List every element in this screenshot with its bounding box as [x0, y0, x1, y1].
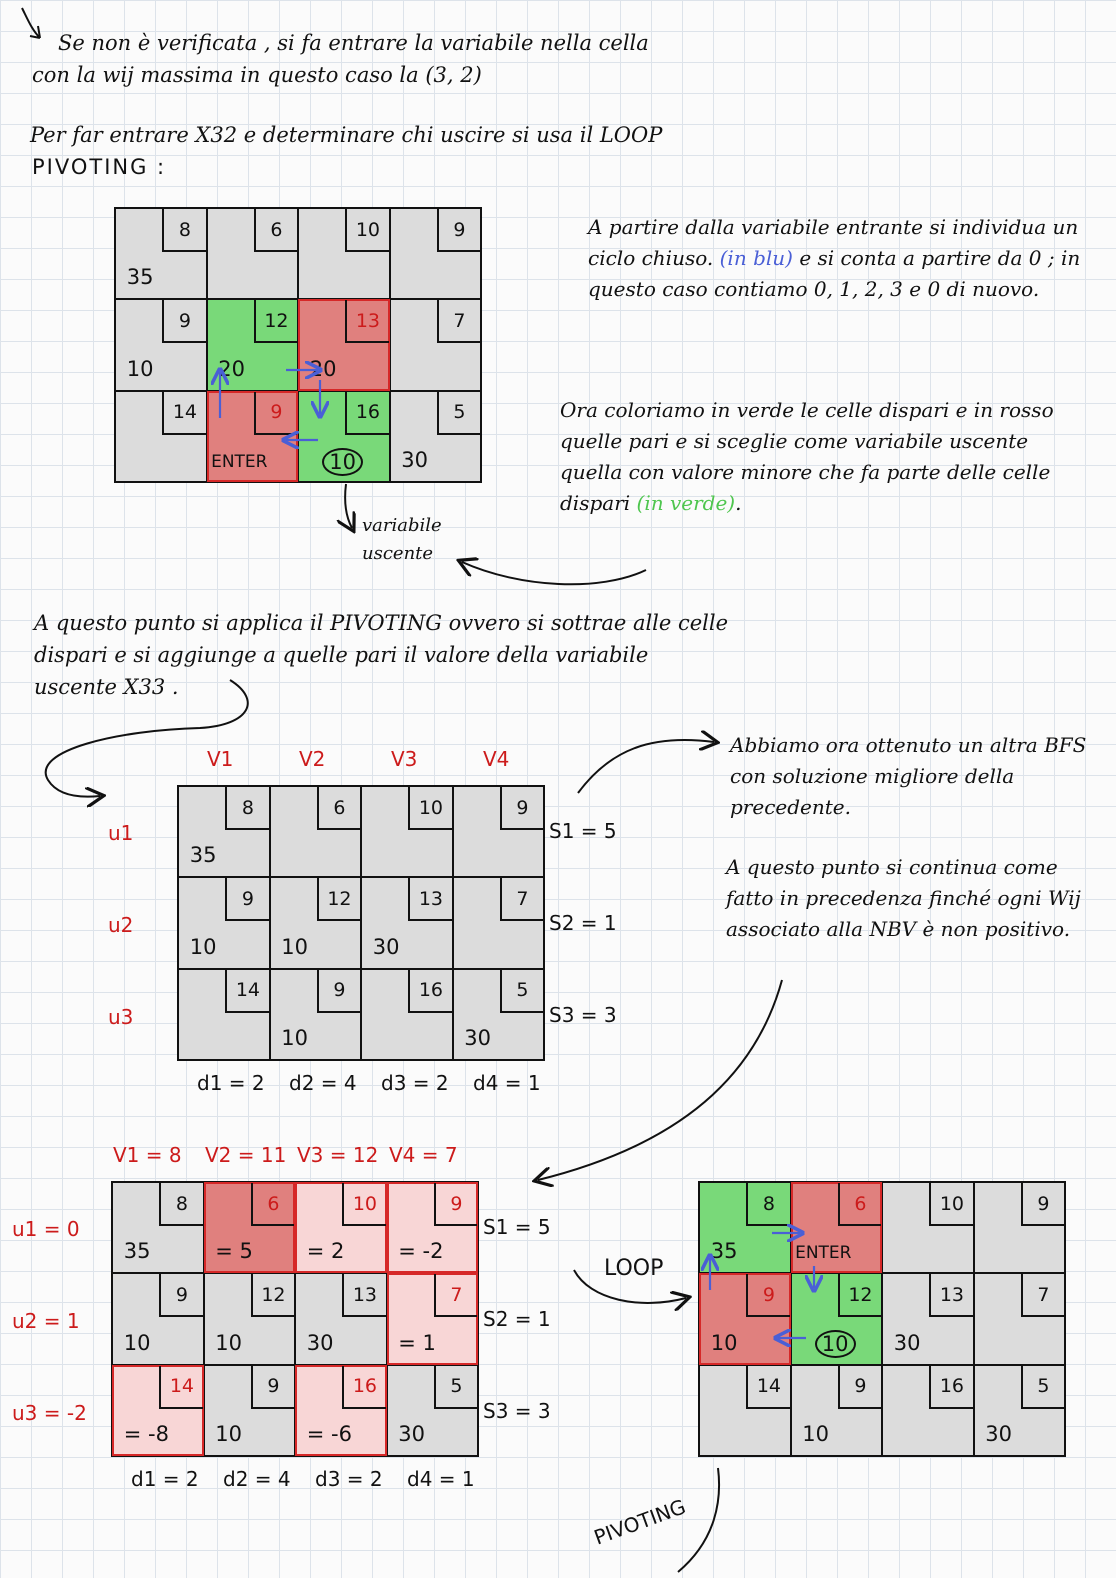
- table-cell: [207, 208, 299, 299]
- cell-cost: 14: [159, 1366, 202, 1409]
- cell-cost: 12: [251, 1274, 294, 1317]
- cell-value: = 5: [215, 1239, 253, 1264]
- s-label: S3 = 3: [483, 1399, 551, 1423]
- cell-value: 10: [215, 1422, 242, 1447]
- u-label: u2: [108, 913, 134, 937]
- table-cell: [112, 1182, 204, 1273]
- cell-value: 10: [189, 934, 217, 959]
- hook-mark: [22, 8, 40, 38]
- s-label: S1 = 5: [549, 819, 617, 843]
- table-cell: [295, 1182, 387, 1273]
- table-cell: [178, 969, 270, 1060]
- table-cell: [295, 1273, 387, 1364]
- table-row: [178, 786, 544, 877]
- note-line-3: Per far entrare X32 e determinare chi uscire si usa il LOOP: [30, 123, 663, 147]
- cell-value: 30: [893, 1330, 921, 1355]
- table-cell: [390, 391, 482, 482]
- cell-value: = -2: [398, 1239, 444, 1264]
- d-label: d2 = 4: [289, 1071, 357, 1095]
- table-cell: [361, 877, 453, 968]
- note-line-2: con la wij massima in questo caso la (3, 2): [32, 63, 482, 87]
- transport-table-1: [114, 207, 482, 483]
- table-cell: [115, 391, 207, 482]
- table-cell: [882, 1182, 974, 1273]
- cell-value: 10: [281, 1026, 308, 1051]
- bfs-note: Abbiamo ora ottenuto un altra BFS con soluzione migliore della precedente.: [730, 733, 1087, 819]
- table-cell: [390, 299, 482, 390]
- table-cell: [791, 1273, 883, 1364]
- cell-value: 30: [401, 448, 428, 473]
- v-label: V3: [391, 747, 418, 771]
- table-cell: [974, 1182, 1066, 1273]
- s-label: S2 = 1: [483, 1307, 551, 1331]
- s-label: S1 = 5: [483, 1215, 551, 1239]
- cell-cost: 9: [1021, 1183, 1064, 1226]
- cell-cost: 6: [838, 1183, 881, 1226]
- cell-cost: 5: [437, 392, 480, 435]
- table-cell: [974, 1365, 1066, 1456]
- cell-cost: 8: [159, 1183, 202, 1226]
- cell-cost: 14: [225, 970, 268, 1013]
- cell-cost: 8: [225, 787, 268, 830]
- cell-value: 10: [815, 1330, 856, 1358]
- cell-value: 35: [710, 1239, 738, 1264]
- cell-value: 35: [123, 1239, 151, 1264]
- cell-value: 35: [126, 265, 154, 290]
- cell-cost: 9: [746, 1274, 789, 1317]
- table-cell: [270, 786, 362, 877]
- cell-cost: 6: [251, 1183, 294, 1226]
- cell-cost: 12: [838, 1274, 881, 1317]
- table-cell: [298, 299, 390, 390]
- table-cell: [699, 1273, 791, 1364]
- cell-cost: 13: [342, 1274, 385, 1317]
- s-label: S2 = 1: [549, 911, 617, 935]
- table-row: [115, 299, 481, 390]
- cell-cost: 8: [162, 209, 205, 252]
- cell-value: 30: [372, 934, 400, 959]
- u-label: u3: [108, 1005, 134, 1029]
- explanation-cycle: A partire dalla variabile entrante si individua un ciclo chiuso. (in blu) e si conta a partire da 0 ; in questo caso contiamo 0, 1, 2, 3 e 0 di nuovo.: [588, 215, 1081, 301]
- pivot-line-3: uscente X33 .: [34, 675, 179, 699]
- cell-cost: 7: [434, 1274, 477, 1317]
- cell-cost: 9: [500, 787, 543, 830]
- table-row: [112, 1182, 478, 1273]
- table-cell: [453, 969, 545, 1060]
- table-row: [699, 1273, 1065, 1364]
- pivot-line-1: A questo punto si applica il PIVOTING ovvero si sottrae alle celle: [34, 611, 729, 635]
- cell-cost: 10: [345, 209, 388, 252]
- table-row: [178, 969, 544, 1060]
- cell-cost: 16: [408, 970, 451, 1013]
- table-cell: [298, 208, 390, 299]
- table-cell: [974, 1273, 1066, 1364]
- cell-value: 10: [123, 1330, 151, 1355]
- table-cell: [207, 299, 299, 390]
- cell-value: 10: [710, 1330, 738, 1355]
- cell-value: 35: [189, 843, 217, 868]
- cell-cost: 5: [1021, 1366, 1064, 1409]
- table-row: [115, 208, 481, 299]
- d-label: d1 = 2: [197, 1071, 265, 1095]
- table-cell: [453, 786, 545, 877]
- v-label: V4: [483, 747, 510, 771]
- cell-value: 10: [126, 356, 154, 381]
- cell-cost: 13: [408, 878, 451, 921]
- d-label: d4 = 1: [473, 1071, 541, 1095]
- cell-cost: 9: [254, 392, 297, 435]
- cell-value: = -8: [123, 1422, 169, 1447]
- leaving-variable-label: variabile uscente: [362, 515, 442, 564]
- transport-table-3: [111, 1181, 479, 1457]
- transport-table-4: [698, 1181, 1066, 1457]
- cell-cost: 12: [317, 878, 360, 921]
- table-row: [115, 391, 481, 482]
- continue-note: A questo punto si continua come fatto in precedenza finché ogni Wij associato alla NBV è non positivo.: [726, 855, 1081, 941]
- cell-cost: 13: [929, 1274, 972, 1317]
- cell-cost: 5: [500, 970, 543, 1013]
- v-label: V4 = 7: [389, 1143, 458, 1167]
- v-label: V3 = 12: [297, 1143, 379, 1167]
- cell-cost: 16: [929, 1366, 972, 1409]
- table-cell: [298, 391, 390, 482]
- table-cell: [115, 208, 207, 299]
- cell-cost: 9: [225, 878, 268, 921]
- loop-label: LOOP: [604, 1256, 664, 1281]
- cell-cost: 6: [254, 209, 297, 252]
- cell-value: 30: [985, 1422, 1012, 1447]
- cell-value: = 1: [398, 1330, 436, 1355]
- cell-value: 30: [306, 1330, 334, 1355]
- table-cell: [115, 299, 207, 390]
- table-row: [178, 877, 544, 968]
- cell-cost: 10: [408, 787, 451, 830]
- u-label: u3 = -2: [12, 1401, 87, 1425]
- cell-cost: 7: [1021, 1274, 1064, 1317]
- table-cell: [178, 786, 270, 877]
- cell-value: = 2: [306, 1239, 345, 1264]
- cell-value: 20: [309, 356, 337, 381]
- table-cell: [699, 1182, 791, 1273]
- cell-cost: 5: [434, 1366, 477, 1409]
- table-cell: [295, 1365, 387, 1456]
- table-cell: [207, 391, 299, 482]
- cell-cost: 14: [162, 392, 205, 435]
- cell-cost: 9: [437, 209, 480, 252]
- table-cell: [204, 1273, 296, 1364]
- table-cell: [882, 1365, 974, 1456]
- table-cell: [178, 877, 270, 968]
- cell-cost: 9: [159, 1274, 202, 1317]
- cell-cost: 6: [317, 787, 360, 830]
- table-cell: [270, 877, 362, 968]
- s-label: S3 = 3: [549, 1003, 617, 1027]
- cell-cost: 13: [345, 300, 388, 343]
- cell-value: 10: [215, 1330, 242, 1355]
- table-cell: [361, 786, 453, 877]
- u-label: u1 = 0: [12, 1217, 80, 1241]
- table-cell: [112, 1365, 204, 1456]
- table-cell: [882, 1273, 974, 1364]
- v-label: V2 = 11: [205, 1143, 287, 1167]
- cell-value: 10: [322, 448, 363, 476]
- cell-cost: 8: [746, 1183, 789, 1226]
- cell-cost: 10: [342, 1183, 385, 1226]
- cell-cost: 10: [929, 1183, 972, 1226]
- table-row: [699, 1365, 1065, 1456]
- note-line-4: PIVOTING :: [32, 155, 167, 179]
- table-cell: [791, 1182, 883, 1273]
- cell-value: 30: [464, 1026, 491, 1051]
- d-label: d3 = 2: [381, 1071, 449, 1095]
- cell-cost: 9: [317, 970, 360, 1013]
- d-label: d2 = 4: [223, 1467, 291, 1491]
- cell-value: 20: [218, 356, 245, 381]
- table-cell: [791, 1365, 883, 1456]
- table-cell: [204, 1365, 296, 1456]
- note-line-1: Se non è verificata , si fa entrare la variabile nella cella: [58, 31, 649, 55]
- explanation-colors: Ora coloriamo in verde le celle dispari e in rosso quelle pari e si sceglie come variabile uscente quella con valore minore che fa parte delle celle dispari (in verde).: [560, 398, 1054, 515]
- cell-cost: 7: [437, 300, 480, 343]
- u-label: u2 = 1: [12, 1309, 80, 1333]
- v-label: V2: [299, 747, 326, 771]
- table-cell: [204, 1182, 296, 1273]
- cell-cost: 16: [345, 392, 388, 435]
- table-row: [112, 1273, 478, 1364]
- d-label: d1 = 2: [131, 1467, 199, 1491]
- u-label: u1: [108, 821, 134, 845]
- pivot-line-2: dispari e si aggiunge a quelle pari il valore della variabile: [34, 643, 649, 667]
- table-row: [699, 1182, 1065, 1273]
- table-row: [112, 1365, 478, 1456]
- cell-value: 30: [398, 1422, 425, 1447]
- table-cell: [387, 1365, 479, 1456]
- v-label: V1: [207, 747, 234, 771]
- cell-cost: 9: [162, 300, 205, 343]
- cell-cost: 7: [500, 878, 543, 921]
- cell-cost: 9: [251, 1366, 294, 1409]
- table-cell: [112, 1273, 204, 1364]
- cell-value: 10: [802, 1422, 829, 1447]
- d-label: d4 = 1: [407, 1467, 475, 1491]
- cell-cost: 12: [254, 300, 297, 343]
- cell-cost: 16: [342, 1366, 385, 1409]
- cell-cost: 9: [838, 1366, 881, 1409]
- cell-cost: 9: [434, 1183, 477, 1226]
- cell-cost: 14: [746, 1366, 789, 1409]
- table-cell: [387, 1273, 479, 1364]
- pivoting-label: PIVOTING: [590, 1494, 689, 1550]
- cell-value: ENTER: [211, 452, 268, 473]
- table-cell: [270, 969, 362, 1060]
- transport-table-2: [177, 785, 545, 1061]
- cell-value: ENTER: [795, 1243, 852, 1264]
- v-label: V1 = 8: [113, 1143, 182, 1167]
- table-cell: [390, 208, 482, 299]
- table-cell: [387, 1182, 479, 1273]
- cell-value: = -6: [306, 1422, 352, 1447]
- table-cell: [453, 877, 545, 968]
- table-cell: [361, 969, 453, 1060]
- cell-value: 10: [281, 934, 308, 959]
- table-cell: [699, 1365, 791, 1456]
- d-label: d3 = 2: [315, 1467, 383, 1491]
